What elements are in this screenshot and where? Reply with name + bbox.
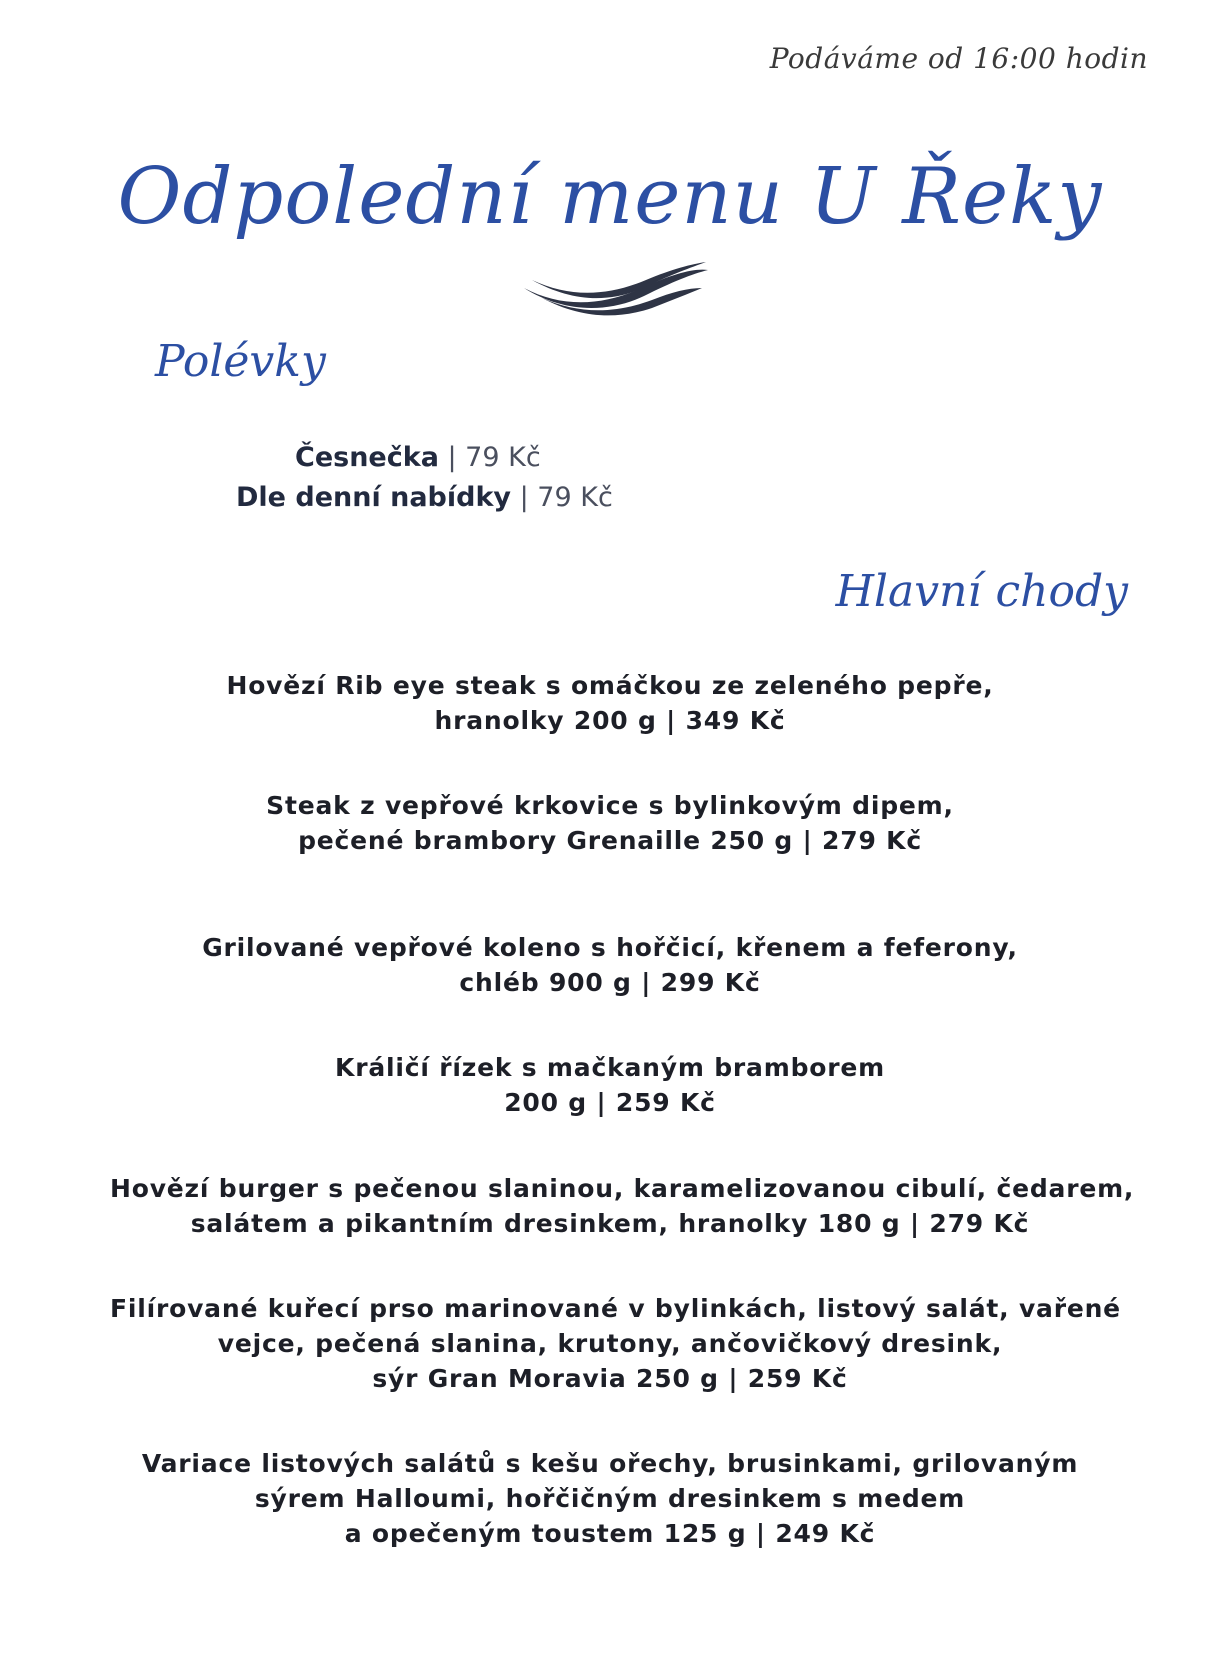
dish-item (110, 1446, 1110, 1551)
section-heading-soups: Polévky (155, 336, 326, 387)
dish-line: sýrem Halloumi, hořčičným dresinkem s medem (254, 1484, 966, 1513)
dish-line: 200 g | 259 Kč (504, 1088, 716, 1117)
dish-item (110, 930, 1110, 1000)
dish-item (110, 1291, 1121, 1396)
list-item (236, 478, 613, 518)
wave-ornament-icon (522, 258, 712, 318)
soup-name: Dle denní nabídky (236, 482, 512, 513)
dish-line: Králičí řízek s mačkaným bramborem (335, 1053, 885, 1082)
section-heading-mains: Hlavní chody (835, 566, 1128, 617)
dish-line: Hovězí Rib eye steak s omáčkou ze zeleného pepře, (226, 671, 994, 700)
dish-line: Variace listových salátů s kešu ořechy, brusinkami, grilovaným (141, 1449, 1079, 1478)
dish-line: salátem a pikantním dresinkem, hranolky 180 g | 279 Kč (190, 1209, 1030, 1238)
soup-price: | 79 Kč (511, 482, 613, 513)
soup-name: Česnečka (295, 442, 439, 473)
dish-line: Steak z vepřové krkovice s bylinkovým dipem, (266, 791, 954, 820)
serving-time-note: Podáváme od 16:00 hodin (769, 42, 1148, 75)
list-item (295, 438, 541, 478)
dish-line: a opečeným toustem 125 g | 249 Kč (344, 1519, 876, 1548)
dish-item (110, 1171, 1135, 1241)
dish-line: chléb 900 g | 299 Kč (459, 968, 761, 997)
dish-line: vejce, pečená slanina, krutony, ančovičkový dresink, (217, 1329, 1003, 1358)
dish-line: hranolky 200 g | 349 Kč (434, 706, 786, 735)
dish-item (110, 788, 1110, 858)
dish-line: Grilované vepřové koleno s hořčicí, křenem a feferony, (202, 933, 1018, 962)
menu-title: Odpolední menu U Řeky (117, 152, 1103, 242)
dish-line: Hovězí burger s pečenou slaninou, karamelizovanou cibulí, čedarem, (110, 1174, 1135, 1203)
soup-price: | 79 Kč (438, 442, 541, 473)
dish-line: sýr Gran Moravia 250 g | 259 Kč (372, 1364, 848, 1393)
dish-line: pečené brambory Grenaille 250 g | 279 Kč (298, 826, 922, 855)
dish-item (110, 668, 1110, 738)
dish-line: Filírované kuřecí prso marinované v bylinkách, listový salát, vařené (110, 1294, 1121, 1323)
dish-item (110, 1050, 1110, 1120)
